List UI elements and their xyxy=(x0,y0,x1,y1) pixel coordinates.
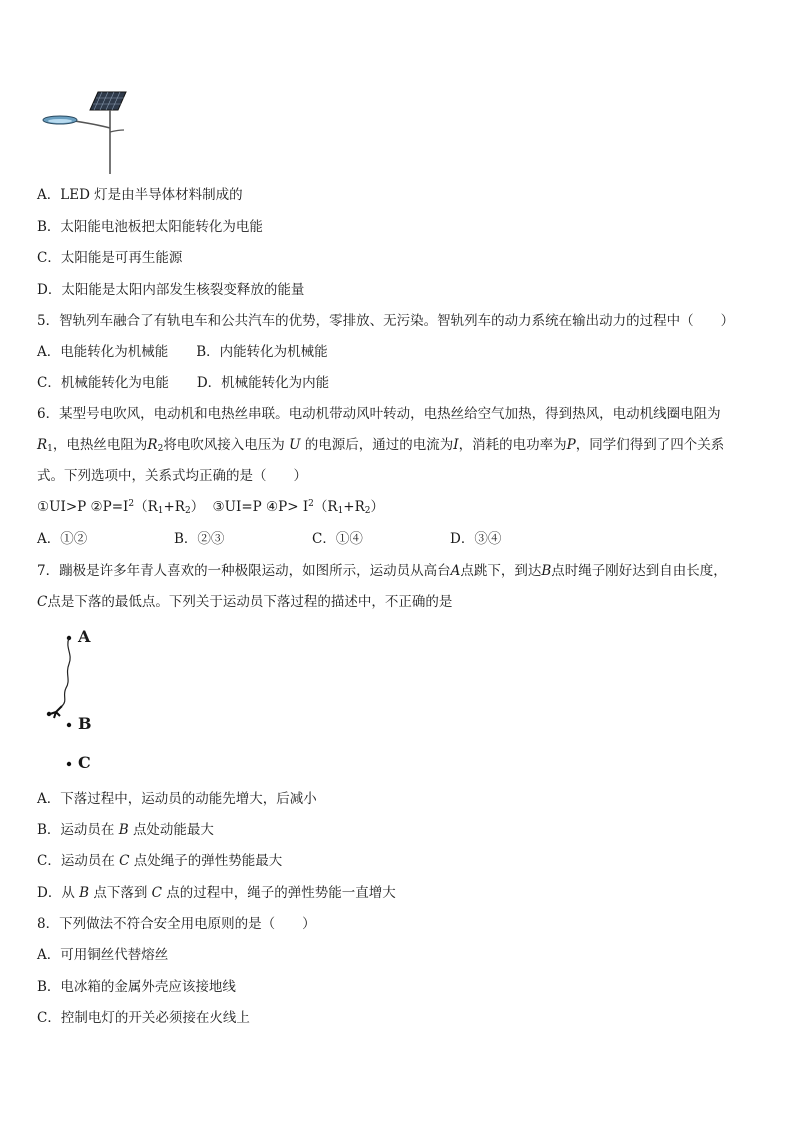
q5-option-b: B．内能转化为机械能 xyxy=(196,344,328,360)
q7-option-d: D．从 B 点下落到 C 点的过程中，绳子的弹性势能一直增大 xyxy=(37,885,396,901)
bungee-figure xyxy=(38,624,128,774)
q6-option-a: A．①② xyxy=(37,531,88,547)
q6-option-d: D．③④ xyxy=(450,531,502,547)
q7-option-a: A．下落过程中，运动员的动能先增大，后减小 xyxy=(37,791,317,807)
q7-option-c: C．运动员在 C 点处绳子的弹性势能最大 xyxy=(37,853,283,869)
q6-stem-line1: 6．某型号电吹风，电动机和电热丝串联。电动机带动风叶转动，电热丝给空气加热，得到热风，电动机线圈电阻为 xyxy=(37,406,721,422)
solar-street-lamp-figure xyxy=(40,90,135,175)
q5-stem: 5．智轨列车融合了有轨电车和公共汽车的优势，零排放、无污染。智轨列车的动力系统在输出动力的过程中（ ） xyxy=(37,313,735,329)
q6-relation-4: ④P> $I^2(R_1+R_2)$ xyxy=(266,499,385,516)
q5-option-a: A．电能转化为机械能 xyxy=(37,344,169,360)
q6-option-b: B．②③ xyxy=(174,531,225,547)
q7-option-b: B．运动员在 B 点处动能最大 xyxy=(37,822,214,838)
q6-relation-2: $②P=I^2(R_1+R_2)$ xyxy=(90,499,205,516)
q7-stem-line2: C点是下落的最低点。下列关于运动员下落过程的描述中，不正确的是 xyxy=(37,594,453,610)
q4-option-c: C．太阳能是可再生能源 xyxy=(37,250,183,266)
q4-option-b: B．太阳能电池板把太阳能转化为电能 xyxy=(37,219,263,235)
q6-stem-line2: $R_1$，电热丝电阻为$R_2$将电吹风接入电压为 U 的电源后，通过的电流为I，消耗的电功率为P，同学们得到了四个关系 xyxy=(37,437,725,454)
q7-stem-line1: 7．蹦极是许多年青人喜欢的一种极限运动，如图所示，运动员从高台A点跳下，到达B点时绳子刚好达到自由长度， xyxy=(37,563,727,579)
point-c-label: C xyxy=(78,753,91,772)
q5-option-d: D．机械能转化为内能 xyxy=(196,375,330,391)
bungee-rope-diagram xyxy=(38,624,128,774)
q8-stem: 8．下列做法不符合安全用电原则的是（ ） xyxy=(37,916,316,932)
q6-relations xyxy=(37,498,384,516)
q4-option-a: A．LED 灯是由半导体材料制成的 xyxy=(37,187,243,203)
q8-option-c: C．控制电灯的开关必须接在火线上 xyxy=(37,1010,250,1026)
q6-options xyxy=(37,530,501,548)
q6-relation-3: ③UI=P xyxy=(212,499,262,515)
point-b-label: B xyxy=(78,714,92,733)
q6-relation-1: ①UI>P xyxy=(37,499,87,515)
q6-stem-line3: 式。下列选项中，关系式均正确的是（ ） xyxy=(37,468,307,484)
q4-option-d: D．太阳能是太阳内部发生核裂变释放的能量 xyxy=(37,282,305,298)
q5-option-c: C．机械能转化为电能 xyxy=(37,375,169,391)
q8-option-a: A．可用铜丝代替熔丝 xyxy=(37,947,169,963)
q6-option-c: C．①④ xyxy=(312,531,363,547)
q5-options-row1 xyxy=(37,343,328,361)
q5-options-row2 xyxy=(37,374,329,392)
point-a-label: A xyxy=(78,627,91,646)
q8-option-b: B．电冰箱的金属外壳应该接地线 xyxy=(37,979,236,995)
